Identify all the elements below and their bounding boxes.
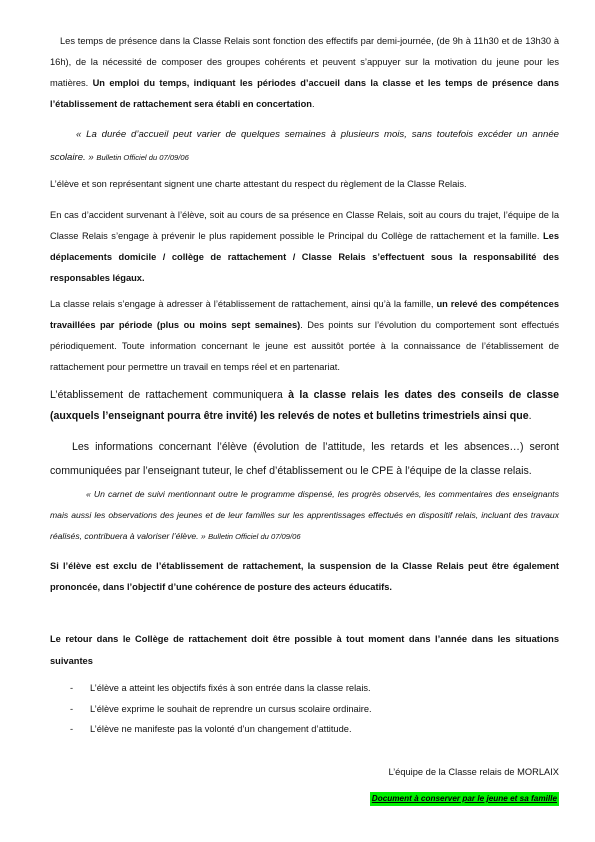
- accident-text: En cas d’accident survenant à l’élève, soit au cours de sa présence en Classe Relais, soit au cours du trajet, l’équipe de la Classe Relais s’engage à prévenir le plus rapidement possible le Principal du Collège de rattachement et la famille.: [50, 210, 559, 241]
- presence-text: Les temps de présence dans la Classe Relais sont fonction des effectifs par demi-journée, (de 9h à 11h30 et de 13h30 à 16h), de la nécessité de composer des groupes cohérents et peuvent s’appuyer sur la motivation du jeune pour les matières.: [50, 36, 559, 88]
- list-item: [50, 699, 559, 720]
- quote-carnet-source: Bulletin Officiel du 07/09/06: [208, 532, 301, 541]
- presence-bold: Un emploi du temps, indiquant les périodes d’accueil dans la classe et les temps de présence dans l’établissement de rattachement sera établi en concertation: [50, 78, 559, 109]
- quote-duree-source: Bulletin Officiel du 07/09/06: [96, 153, 189, 162]
- list-item-text: L’élève ne manifeste pas la volonté d’un changement d’attitude.: [90, 724, 352, 734]
- list-dash: -: [70, 683, 74, 693]
- footer-note-highlight: Document à conserver par le jeune et sa famille: [370, 792, 559, 806]
- accident-bold: Les déplacements domicile / collège de rattachement / Classe Relais s’effectuent sous la responsabilité des responsables légaux.: [50, 231, 559, 283]
- quote-carnet: [50, 484, 559, 547]
- releve-text: La classe relais s’engage à adresser à l’établissement de rattachement, ainsi qu’à la famille,: [50, 299, 437, 309]
- charte-paragraph: L’élève et son représentant signent une charte attestant du respect du règlement de la Classe Relais.: [50, 179, 467, 189]
- conseils-bold: à la classe relais les dates des conseils de classe (auxquels l’enseignant pourra être invité) les relevés de notes et bulletins trimestriels ainsi que: [50, 389, 559, 422]
- list-dash: -: [70, 703, 74, 714]
- conseils-end: .: [528, 410, 532, 422]
- releve-bold: un relevé des compétences travaillées par période (plus ou moins sept semaines): [50, 299, 559, 330]
- list-item: [50, 719, 559, 740]
- presence-end: .: [311, 99, 315, 109]
- quote-carnet-text: « Un carnet de suivi mentionnant outre le programme dispensé, les progrès observés, les commentaires des enseignants mais aussi les observations des jeunes et de leur familles sur les apprentissages effectués en dispositif relais, incluant des travaux réalisés, contribuera à valoriser l’élève. »: [50, 489, 559, 541]
- retour-paragraph: Le retour dans le Collège de rattachement doit être possible à tout moment dans l’année dans les situations suivantes: [50, 634, 559, 666]
- releve-end: . Des points sur l’évolution du comportement sont effectués périodiquement. Toute information concernant le jeune est aussitôt portée à la connaissance de l’établissement de rattachement pour permettre un travail en temps réel et en partenariat.: [50, 320, 559, 372]
- releve-paragraph: [50, 294, 559, 378]
- conseils-paragraph: [50, 385, 559, 427]
- informations-paragraph: Les informations concernant l’élève (évolution de l’attitude, les retards et les absences…) seront communiquées par l’enseignant tuteur, le chef d’établissement ou le CPE à l’équipe de la classe relais.: [50, 441, 559, 477]
- quote-duree-text: « La durée d’accueil peut varier de quelques semaines à plusieurs mois, sans toutefois excéder un année scolaire. »: [50, 129, 559, 163]
- exclusion-paragraph: Si l’élève est exclu de l’établissement de rattachement, la suspension de la Classe Relais peut être également prononcée, dans l’objectif d’une cohérence de posture des acteurs éducatifs.: [50, 561, 559, 592]
- list-item-text: L’élève a atteint les objectifs fixés à son entrée dans la classe relais.: [90, 683, 371, 693]
- list-item-text: L’élève exprime le souhait de reprendre un cursus scolaire ordinaire.: [90, 703, 372, 714]
- quote-duree: [50, 123, 559, 169]
- signature: L’équipe de la Classe relais de MORLAIX: [388, 767, 559, 777]
- conseils-text: L’établissement de rattachement communiquera: [50, 389, 289, 401]
- list-dash: -: [70, 724, 74, 734]
- situations-list: [50, 678, 559, 740]
- accident-paragraph: [50, 205, 559, 289]
- list-item: [50, 678, 559, 699]
- presence-paragraph: [50, 31, 559, 115]
